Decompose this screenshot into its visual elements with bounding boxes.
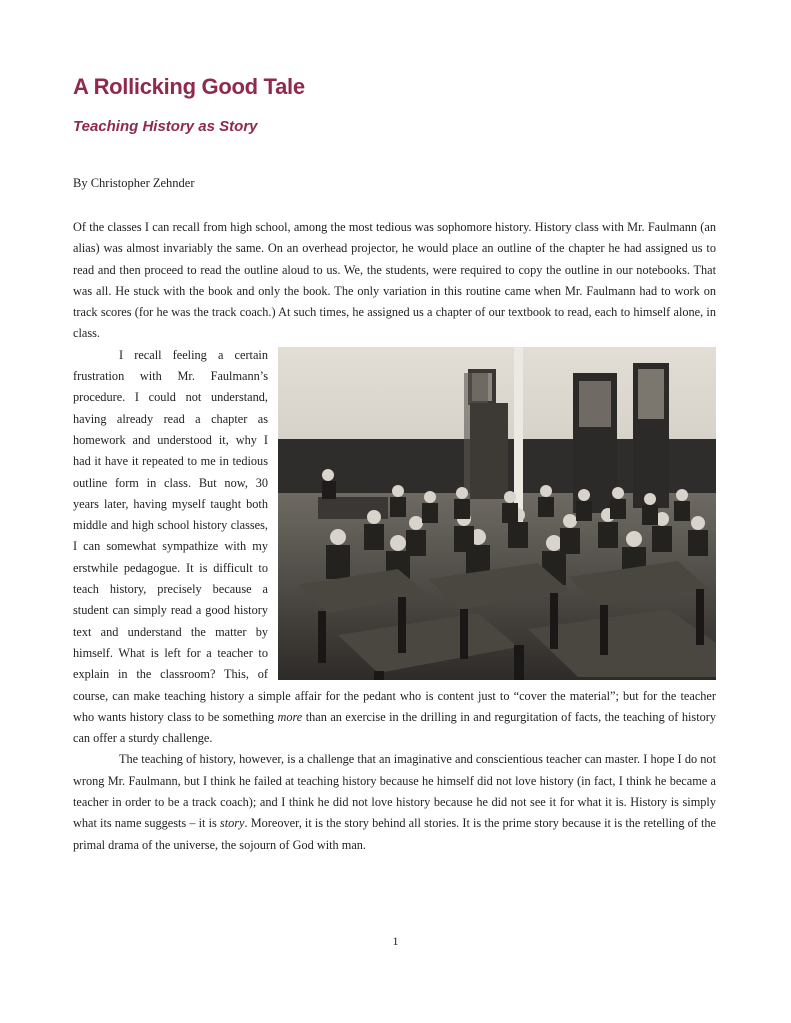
- article-title: A Rollicking Good Tale: [73, 74, 305, 99]
- paragraph-2-emphasis: more: [277, 709, 303, 724]
- paragraph-3-text-b: . Moreover, it is the story behind all stories. It is the prime story because it is the retelling of the primal drama of the universe, the sojourn of God with man.: [73, 816, 716, 852]
- paragraph-3: [73, 749, 716, 855]
- article-subtitle: Teaching History as Story: [73, 118, 258, 135]
- article-body: [73, 217, 716, 856]
- paragraph-2-text-a: I recall feeling a certain frustration with Mr. Faulmann’s procedure. I could not understand, having already read a chapter as homework and understood it, why I had it have it repeated to me in tedious outline form in class. But now, 30 years later, having myself taught both middle and high school history classes, I can somewhat sympathize with my erstwhile pedagogue. It is difficult to teach history, precisely because a student can simply read a good history text and understand the matter by himself. What is left for a teacher to explain in the classroom? This, of course, can make teaching history a simple affair for the pedant who is content just to “cover the material”; but for the teacher who wants history class to be something: [73, 347, 716, 724]
- paragraph-3-emphasis: story: [219, 816, 245, 831]
- paragraph-2-text-b: than an exercise in the drilling in and regurgitation of facts, the teaching of history can offer a sturdy challenge.: [73, 709, 717, 746]
- page-number: 1: [392, 934, 399, 948]
- byline: By Christopher Zehnder: [73, 176, 195, 190]
- classroom-photo: [278, 347, 716, 680]
- paragraph-3-text-a: The teaching of history, however, is a challenge that an imaginative and conscientious teacher can master. I hope I do not wrong Mr. Faulmann, but I think he failed at teaching history because he himself did not love history (in fact, I think he became a teacher in order to be a track coach); and I think he did not love history because he did not see it for what it is. History is simply what its name suggests – it is: [73, 752, 716, 831]
- paragraph-1: Of the classes I can recall from high school, among the most tedious was sophomore history. History class with Mr. Faulmann (an alias) was almost invariably the same. On an overhead projector, he would place an outline of the chapter he had assigned us to read and then proceed to read the outline aloud to us. We, the students, were required to copy the outline in our notebooks. That was all. He stuck with the book and only the book. The only variation in this routine came when Mr. Faulmann had to work on track scores (for he was the track coach.) At such times, he assigned us a chapter of our textbook to read, each to himself alone, in class.: [73, 220, 716, 341]
